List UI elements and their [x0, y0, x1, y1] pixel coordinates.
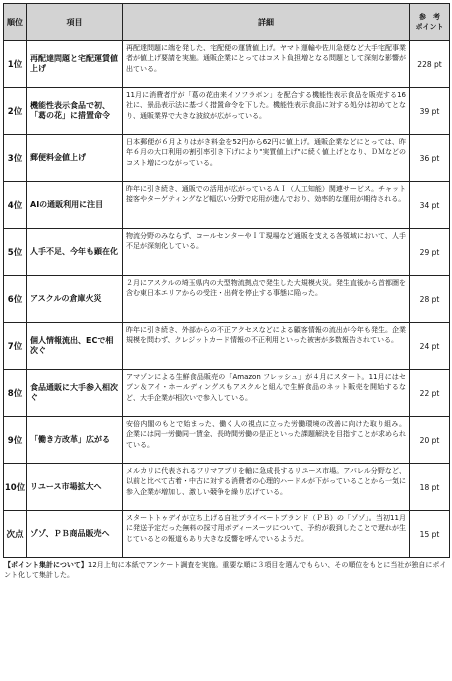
- detail-cell: メルカリに代表されるフリマアプリを軸に急成長するリユース市場。アパレル分野など、以前と比べて古着・中古に対する消費者の心理的ハードルが下がっていることから一気に参入企業が増加し、激しい競争を繰り広げている。: [123, 464, 410, 511]
- points-cell: 36 pt: [410, 135, 450, 182]
- points-cell: 34 pt: [410, 182, 450, 229]
- item-cell: リユース市場拡大へ: [27, 464, 123, 511]
- points-cell: 15 pt: [410, 511, 450, 558]
- item-cell: 人手不足、今年も顕在化: [27, 229, 123, 276]
- points-cell: 20 pt: [410, 417, 450, 464]
- detail-cell: 日本郵便が６月よりはがき料金を52円から62円に値上げ。通販企業などにとっては、昨年６月の大口利用の割引率引き下げにより"実質値上げ"に続く値上げとなり、ＤＭなどのコスト増につながっている。: [123, 135, 410, 182]
- header-points-line2: ポイント: [415, 23, 444, 31]
- rank-cell: 6位: [4, 276, 27, 323]
- header-points: [410, 4, 450, 41]
- item-cell: 「働き方改革」広がる: [27, 417, 123, 464]
- footnote: [3, 560, 449, 580]
- rank-cell: 9位: [4, 417, 27, 464]
- table-row: [4, 464, 450, 511]
- table-row: [4, 417, 450, 464]
- table-row: [4, 276, 450, 323]
- ranking-document: [3, 3, 449, 580]
- header-rank: 順位: [4, 4, 27, 41]
- rank-cell: 2位: [4, 88, 27, 135]
- rank-cell: 1位: [4, 41, 27, 88]
- table-row: [4, 135, 450, 182]
- rank-cell: 4位: [4, 182, 27, 229]
- item-cell: 個人情報流出、ECで相次ぐ: [27, 323, 123, 370]
- item-cell: 再配達問題と宅配運賃値上げ: [27, 41, 123, 88]
- table-header-row: [4, 4, 450, 41]
- footnote-text: 12月上旬に本紙でアンケート調査を実施。重要な順に３項目を選んでもらい、その順位をもとに当社が独自にポイント化して集計した。: [4, 561, 447, 579]
- table-row: [4, 182, 450, 229]
- item-cell: アスクルの倉庫火災: [27, 276, 123, 323]
- points-cell: 29 pt: [410, 229, 450, 276]
- rank-cell: 10位: [4, 464, 27, 511]
- points-cell: 228 pt: [410, 41, 450, 88]
- header-points-line1: 参 考: [419, 13, 440, 21]
- detail-cell: 物流分野のみならず、コールセンターやＩＴ現場など通販を支える各領域において、人手不足が深刻化している。: [123, 229, 410, 276]
- item-cell: AIの通販利用に注目: [27, 182, 123, 229]
- detail-cell: 安倍内閣のもとで始まった、働く人の視点に立った労働環境の改善に向けた取り組み。企業には同一労働同一賃金、長時間労働の是正といった課題解決を目指すことが求められている。: [123, 417, 410, 464]
- ranking-table: [3, 3, 450, 558]
- rank-cell: 3位: [4, 135, 27, 182]
- points-cell: 39 pt: [410, 88, 450, 135]
- points-cell: 24 pt: [410, 323, 450, 370]
- table-row: [4, 370, 450, 417]
- detail-cell: 昨年に引き続き、通販での活用が広がっているＡＩ（人工知能）関連サービス。チャット接客やターゲティングなど幅広い分野で応用が進んでおり、効率的な運用が期待される。: [123, 182, 410, 229]
- table-body: [4, 41, 450, 558]
- table-row: [4, 88, 450, 135]
- item-cell: ゾゾ、ＰＢ商品販売へ: [27, 511, 123, 558]
- rank-cell: 5位: [4, 229, 27, 276]
- table-row: [4, 323, 450, 370]
- points-cell: 28 pt: [410, 276, 450, 323]
- detail-cell: スタートトゥデイが立ち上げる自社プライベートブランド（ＰＢ）の「ゾゾ」。当初11月に発送予定だった無料の採寸用ボディースーツについて、予約が殺到したことで遅れが生じているとの報道もあり大きな反響を呼んでいるようだ。: [123, 511, 410, 558]
- table-row: [4, 511, 450, 558]
- detail-cell: 再配達問題に端を発した、宅配便の運賃値上げ。ヤマト運輸や佐川急便など大手宅配事業者が値上げ要請を実施。通販企業にとってはコスト負担増となる問題として深刻な影響が出ている。: [123, 41, 410, 88]
- header-detail: 詳細: [123, 4, 410, 41]
- table-row: [4, 229, 450, 276]
- item-cell: 機能性表示食品で初、「葛の花」に措置命令: [27, 88, 123, 135]
- rank-cell: 7位: [4, 323, 27, 370]
- rank-cell: 次点: [4, 511, 27, 558]
- detail-cell: 昨年に引き続き、外部からの不正アクセスなどによる顧客情報の流出が今年も発生。企業規模を問わず、クレジットカード情報の不正利用といった被害が多数報告されている。: [123, 323, 410, 370]
- item-cell: 郵便料金値上げ: [27, 135, 123, 182]
- footnote-label: 【ポイント集計について】: [4, 561, 88, 569]
- detail-cell: アマゾンによる生鮮食品販売の「Amazon フレッシュ」が４月にスタート。11月にはセブン＆アイ・ホールディングスもアスクルと組んで生鮮食品のネット販売を開始するなど、大手企業が相次いで参入している。: [123, 370, 410, 417]
- detail-cell: ２月にアスクルの埼玉県内の大型物流拠点で発生した大規模火災。発生直後から首都圏を含む東日本エリアからの受注・出荷を停止する事態に陥った。: [123, 276, 410, 323]
- points-cell: 18 pt: [410, 464, 450, 511]
- header-item: 項目: [27, 4, 123, 41]
- points-cell: 22 pt: [410, 370, 450, 417]
- detail-cell: 11月に消費者庁が「葛の花由来イソフラボン」を配合する機能性表示食品を販売する16社に、景品表示法に基づく措置命令を下した。機能性表示食品に対する処分は初めてとなり、通販業界で大きな波紋が広がっている。: [123, 88, 410, 135]
- table-row: [4, 41, 450, 88]
- item-cell: 食品通販に大手参入相次ぐ: [27, 370, 123, 417]
- rank-cell: 8位: [4, 370, 27, 417]
